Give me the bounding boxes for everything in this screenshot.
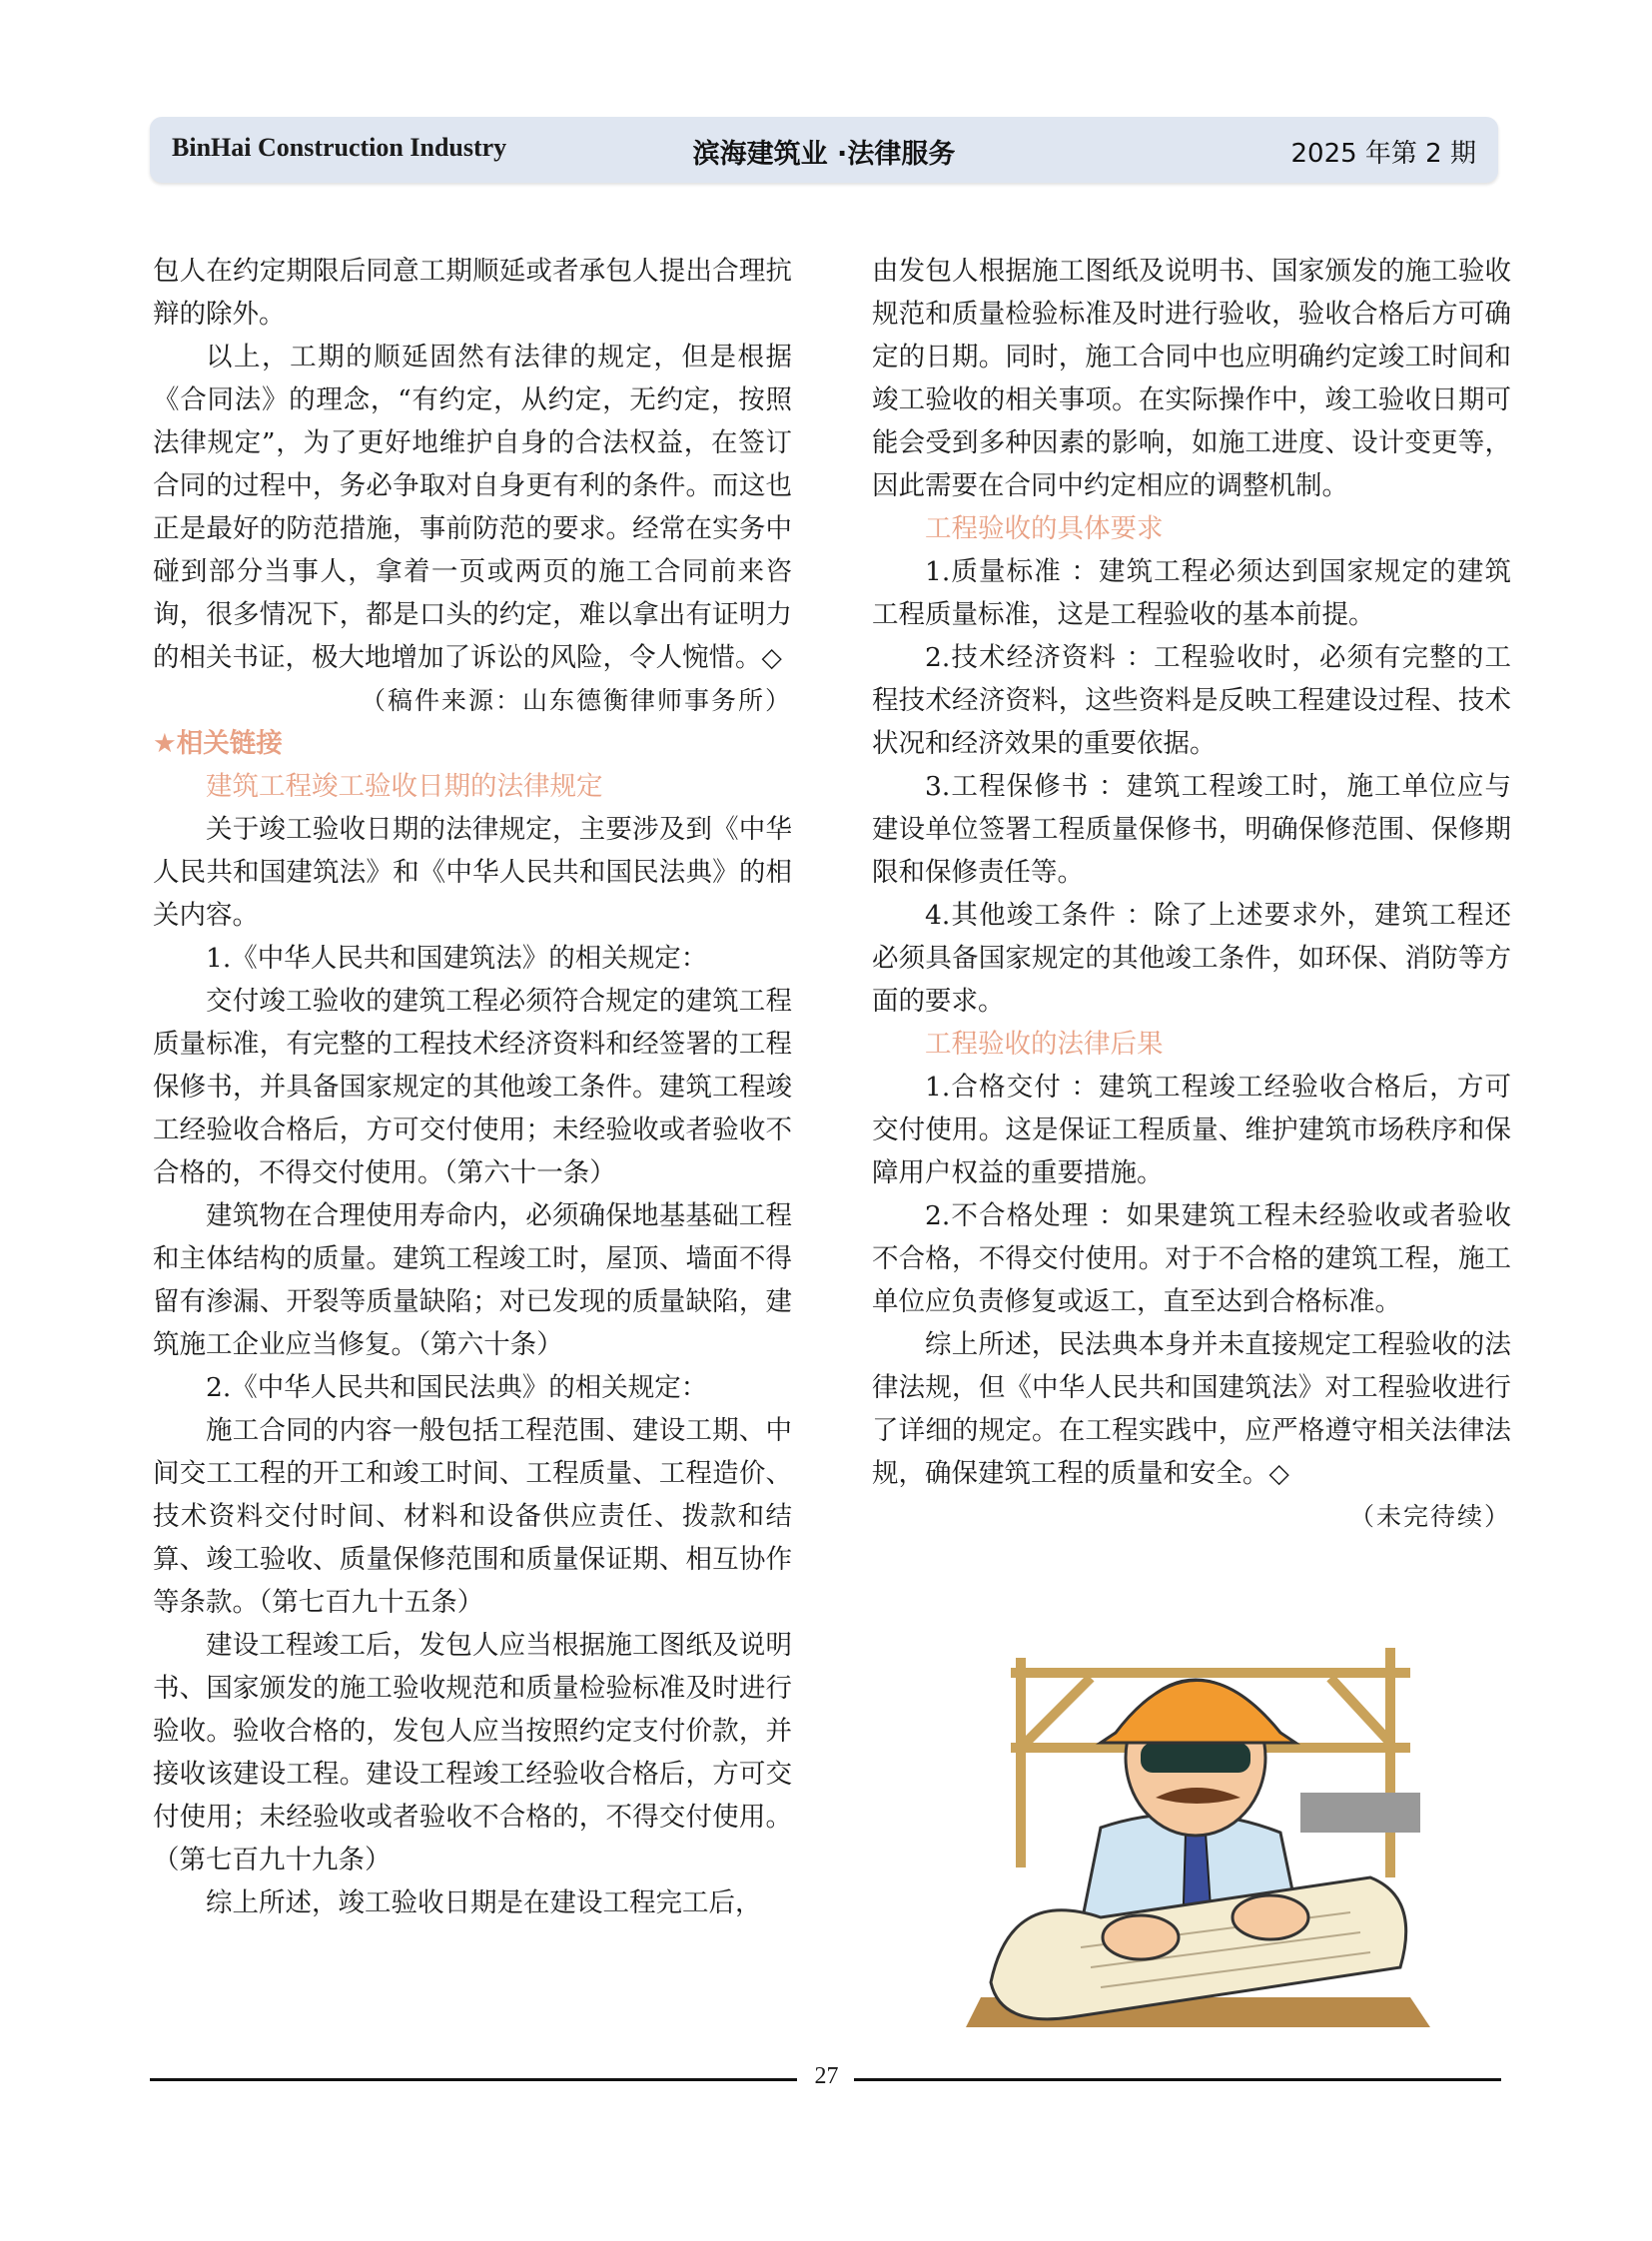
left-column	[153, 250, 792, 1924]
section-subtitle: 工程验收的法律后果	[925, 1029, 1164, 1060]
paragraph: 包人在约定期限后同意工期顺延或者承包人提出合理抗辩的除外。	[153, 256, 792, 330]
paragraph: 1.质量标准 ：建筑工程必须达到国家规定的建筑工程质量标准，这是工程验收的基本前提。	[872, 556, 1511, 630]
issue-number: 2025 年第 2 期	[1290, 139, 1476, 169]
sunglasses-graphic	[1141, 1743, 1250, 1773]
page-number: 27	[814, 2063, 839, 2089]
paragraph: 2.技术经济资料 ：工程验收时，必须有完整的工程技术经济资料，这些资料是反映工程建设过程、技术状况和经济效果的重要依据。	[872, 642, 1511, 759]
section-subtitle: 建筑工程竣工验收日期的法律规定	[206, 771, 603, 802]
related-links-heading	[153, 722, 792, 765]
right-hand-graphic	[1233, 1895, 1308, 1939]
paragraph: 1.《中华人民共和国建筑法》的相关规定：	[206, 943, 708, 974]
paragraph: 由发包人根据施工图纸及说明书、国家颁发的施工验收规范和质量检验标准及时进行验收，验收合格后方可确定的日期。同时，施工合同中也应明确约定竣工时间和竣工验收的相关事项。在实际操作中，竣工验收日期可能会受到多种因素的影响，如施工进度、设计变更等，因此需要在合同中约定相应的调整机制。	[872, 256, 1511, 501]
page-header	[150, 117, 1498, 183]
paragraph: 综上所述，竣工验收日期是在建设工程完工后，	[206, 1887, 762, 1918]
related-links-label: 相关链接	[176, 728, 283, 759]
article-source: （稿件来源：山东德衡律师事务所）	[360, 686, 792, 715]
left-hand-graphic	[1103, 1915, 1179, 1959]
star-icon: ★	[153, 728, 177, 759]
paragraph: 建设工程竣工后，发包人应当根据施工图纸及说明书、国家颁发的施工验收规范和质量检验标准及时进行验收。验收合格的，发包人应当按照约定支付价款，并接收该建设工程。建设工程竣工经验收合格后，方可交付使用；未经验收或者验收不合格的，不得交付使用。（第七百九十九条）	[153, 1630, 792, 1875]
footer-rule-right	[854, 2078, 1501, 2081]
paragraph: 4.其他竣工条件 ：除了上述要求外，建筑工程还必须具备国家规定的其他竣工条件，如环保、消防等方面的要求。	[872, 900, 1511, 1017]
paragraph: 2.《中华人民共和国民法典》的相关规定：	[206, 1372, 708, 1403]
journal-section-title: 滨海建筑业 ·法律服务	[692, 139, 956, 170]
paragraph: 交付竣工验收的建筑工程必须符合规定的建筑工程质量标准，有完整的工程技术经济资料和经签署的工程保修书，并具备国家规定的其他竣工条件。建筑工程竣工经验收合格后，方可交付使用；未经验收或者验收不合格的，不得交付使用。（第六十一条）	[153, 986, 792, 1188]
journal-name-en: BinHai Construction Industry	[172, 133, 507, 162]
paragraph: 关于竣工验收日期的法律规定，主要涉及到《中华人民共和国建筑法》和《中华人民共和国民法典》的相关内容。	[153, 814, 792, 931]
right-column	[872, 250, 1511, 1538]
paragraph: 综上所述，民法典本身并未直接规定工程验收的法律法规，但《中华人民共和国建筑法》对工程验收进行了详细的规定。在工程实践中，应严格遵守相关法律法规，确保建筑工程的质量和安全。◇	[872, 1329, 1511, 1489]
engineer-illustration	[951, 1638, 1440, 2037]
paragraph: 建筑物在合理使用寿命内，必须确保地基基础工程和主体结构的质量。建筑工程竣工时，屋顶、墙面不得留有渗漏、开裂等质量缺陷；对已发现的质量缺陷，建筑施工企业应当修复。（第六十条）	[153, 1200, 792, 1360]
paragraph: 2.不合格处理 ：如果建筑工程未经验收或者验收不合格，不得交付使用。对于不合格的建筑工程，施工单位应负责修复或返工，直至达到合格标准。	[872, 1200, 1511, 1317]
paragraph: 1.合格交付 ：建筑工程竣工经验收合格后，方可交付使用。这是保证工程质量、维护建筑市场秩序和保障用户权益的重要措施。	[872, 1072, 1511, 1188]
paragraph: 以上，工期的顺延固然有法律的规定，但是根据《合同法》的理念，“有约定，从约定，无约定，按照法律规定”，为了更好地维护自身的合法权益，在签订合同的过程中，务必争取对自身更有利的条件。而这也正是最好的防范措施，事前防范的要求。经常在实务中碰到部分当事人，拿着一页或两页的施工合同前来咨询，很多情况下，都是口头的约定，难以拿出有证明力的相关书证，极大地增加了诉讼的风险，令人惋惜。◇	[153, 342, 792, 673]
paragraph: 3.工程保修书 ：建筑工程竣工时，施工单位应与建设单位签署工程质量保修书，明确保修范围、保修期限和保修责任等。	[872, 771, 1511, 888]
paragraph: 施工合同的内容一般包括工程范围、建设工期、中间交工工程的开工和竣工时间、工程质量、工程造价、技术资料交付时间、材料和设备供应责任、拨款和结算、竣工验收、质量保修范围和质量保证期、相互协作等条款。（第七百九十五条）	[153, 1415, 792, 1618]
to-be-continued: （未完待续）	[1348, 1502, 1511, 1531]
section-subtitle: 工程验收的具体要求	[925, 513, 1164, 544]
hard-hat-graphic	[1101, 1681, 1295, 1744]
footer-rule-left	[150, 2078, 797, 2081]
brick-wall-graphic	[1300, 1793, 1420, 1833]
